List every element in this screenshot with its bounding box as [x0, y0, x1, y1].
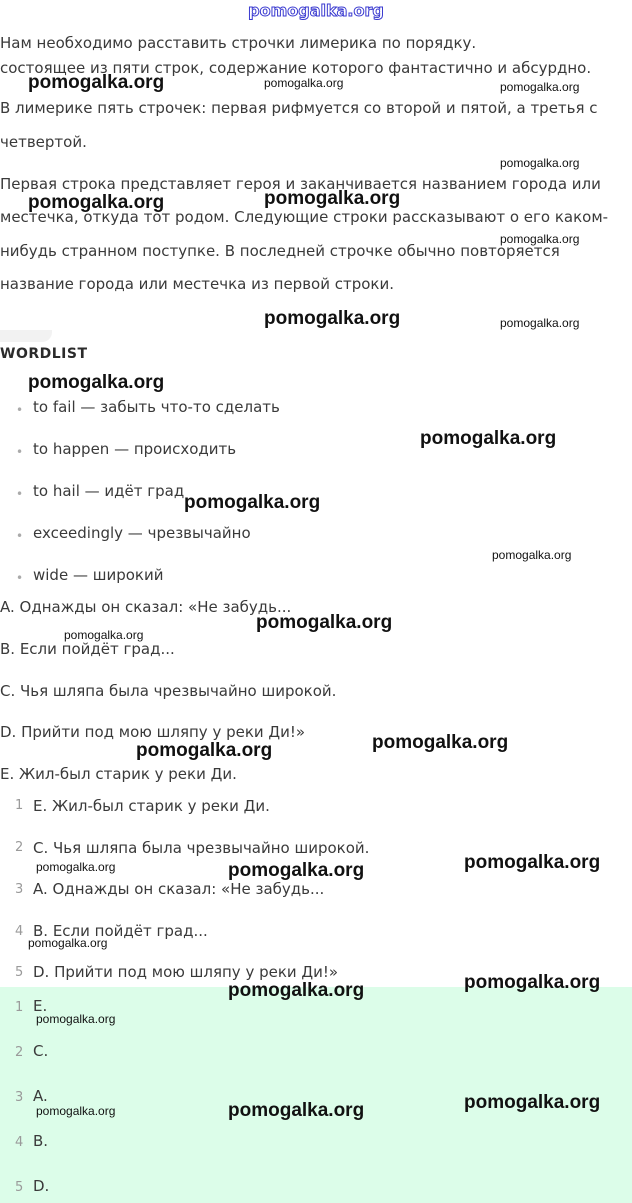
answer-number: 2	[15, 1045, 24, 1060]
watermark: pomogalka.org	[500, 316, 580, 330]
list-text: E. Жил-был старик у реки Ди.	[33, 797, 270, 815]
bullet-icon: •	[16, 403, 24, 417]
wordlist-text: exceedingly — чрезвычайно	[33, 524, 251, 542]
watermark: pomogalka.org	[464, 972, 601, 993]
intro-line: местечка, откуда тот родом. Следующие строки рассказывают о его каком-	[0, 208, 609, 226]
watermark: pomogalka.org	[264, 188, 401, 209]
list-number: 2	[15, 840, 24, 855]
option-line: C. Чья шляпа была чрезвычайно широкой.	[0, 682, 337, 700]
watermark: pomogalka.org	[500, 232, 580, 246]
wordlist-text: wide — широкий	[33, 566, 164, 584]
wordlist-text: to happen — происходить	[33, 440, 237, 458]
intro-line: четвертой.	[0, 133, 87, 151]
tab-stub	[0, 330, 52, 342]
option-line: D. Прийти под мою шляпу у реки Ди!»	[0, 723, 306, 741]
intro-line: Первая строка представляет героя и заканчивается названием города или	[0, 175, 601, 193]
answer-number: 3	[15, 1090, 24, 1105]
answer-number: 1	[15, 1000, 24, 1015]
watermark: pomogalka.org	[464, 852, 601, 873]
list-text: C. Чья шляпа была чрезвычайно широкой.	[33, 839, 370, 857]
watermark: pomogalka.org	[420, 428, 557, 449]
list-text: A. Однажды он сказал: «Не забудь...	[33, 880, 325, 898]
list-text: D. Прийти под мою шляпу у реки Ди!»	[33, 963, 339, 981]
answer-number: 4	[15, 1135, 24, 1150]
answer-number: 5	[15, 1180, 24, 1195]
intro-line: название города или местечка из первой строки.	[0, 275, 394, 293]
watermark: pomogalka.org	[28, 192, 165, 213]
wordlist-title: WORDLIST	[0, 346, 88, 362]
watermark: pomogalka.org	[28, 72, 165, 93]
list-number: 5	[15, 965, 24, 980]
watermark: pomogalka.org	[36, 1104, 116, 1118]
wordlist-text: to fail — забыть что-то сделать	[33, 398, 280, 416]
list-number: 1	[15, 798, 24, 813]
site-title: pomogalka.org	[248, 1, 384, 20]
watermark: pomogalka.org	[500, 156, 580, 170]
option-line: E. Жил-был старик у реки Ди.	[0, 765, 237, 783]
watermark: pomogalka.org	[64, 628, 144, 642]
watermark: pomogalka.org	[256, 612, 393, 633]
watermark: pomogalka.org	[228, 860, 365, 881]
watermark: pomogalka.org	[372, 732, 509, 753]
answer-text: D.	[33, 1177, 50, 1195]
answer-text: A.	[33, 1087, 48, 1105]
watermark: pomogalka.org	[184, 492, 321, 513]
list-text: B. Если пойдёт град...	[33, 922, 208, 940]
option-line: B. Если пойдёт град...	[0, 640, 175, 658]
wordlist-text: to hail — идёт град	[33, 482, 185, 500]
watermark: pomogalka.org	[492, 548, 572, 562]
bullet-icon: •	[16, 571, 24, 585]
watermark: pomogalka.org	[464, 1092, 601, 1113]
bullet-icon: •	[16, 487, 24, 501]
answer-text: E.	[33, 997, 48, 1015]
watermark: pomogalka.org	[228, 1100, 365, 1121]
answer-text: C.	[33, 1042, 49, 1060]
watermark: pomogalka.org	[28, 936, 108, 950]
watermark: pomogalka.org	[28, 372, 165, 393]
watermark: pomogalka.org	[264, 76, 344, 90]
intro-line: состоящее из пяти строк, содержание которого фантастично и абсурдно.	[0, 59, 592, 77]
option-line: A. Однажды он сказал: «Не забудь...	[0, 598, 292, 616]
watermark: pomogalka.org	[264, 308, 401, 329]
list-number: 3	[15, 882, 24, 897]
watermark: pomogalka.org	[136, 740, 273, 761]
list-number: 4	[15, 924, 24, 939]
watermark: pomogalka.org	[36, 860, 116, 874]
intro-line: нибудь странном поступке. В последней строчке обычно повторяется	[0, 242, 560, 260]
watermark: pomogalka.org	[228, 980, 365, 1001]
bullet-icon: •	[16, 529, 24, 543]
watermark: pomogalka.org	[36, 1012, 116, 1026]
intro-line: Нам необходимо расставить строчки лимерика по порядку.	[0, 34, 477, 52]
watermark: pomogalka.org	[500, 80, 580, 94]
answer-text: B.	[33, 1132, 49, 1150]
intro-line: В лимерике пять строчек: первая рифмуется со второй и пятой, а третья с	[0, 99, 598, 117]
bullet-icon: •	[16, 445, 24, 459]
